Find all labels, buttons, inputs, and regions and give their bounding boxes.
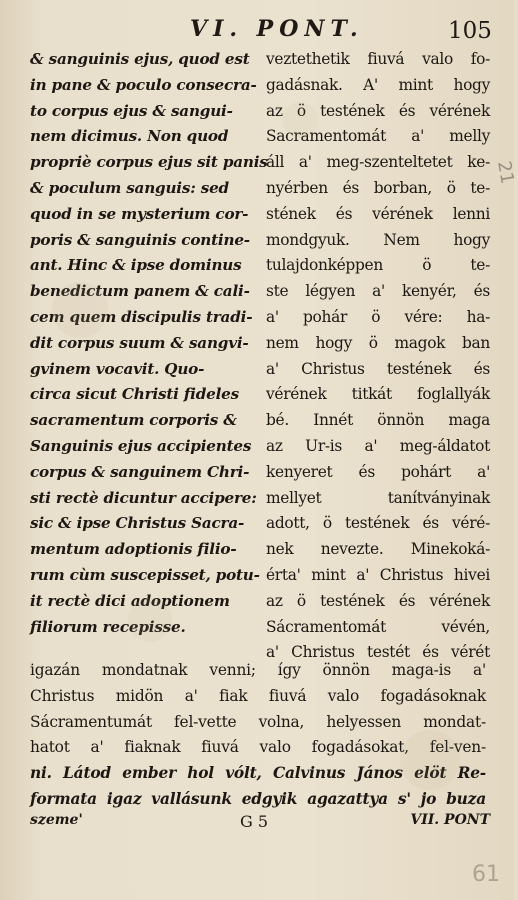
hungarian-line: ste légyen a' kenyér, és xyxy=(266,282,490,301)
hungarian-line: érta' mint a' Christus hivei xyxy=(266,565,490,584)
signature-mark: G 5 xyxy=(240,812,269,831)
latin-line: sacramentum corporis & xyxy=(30,411,237,430)
latin-line: gvinem vocavit. Quo- xyxy=(30,359,205,378)
hungarian-line: az ö testének és vérének xyxy=(266,101,490,120)
latin-line: quod in se mysterium cor- xyxy=(30,204,249,223)
hungarian-line: tulajdonképpen ö te- xyxy=(266,256,490,275)
hungarian-line: az Ur-is a' meg-áldatot xyxy=(266,436,490,455)
latin-line: rum cùm suscepisset, potu- xyxy=(30,565,260,584)
pencil-margin-note: 21 xyxy=(493,159,518,186)
hungarian-line: kenyeret és pohárt a' xyxy=(266,462,490,481)
latin-line: filiorum recepisse. xyxy=(30,617,186,636)
full-line: ni. Látod ember hol vólt, Calvinus János elöt Re- xyxy=(30,764,486,783)
full-line: Christus midön a' fiak fiuvá valo fogadásoknak xyxy=(30,686,486,705)
hungarian-line: veztethetik fiuvá valo fo- xyxy=(266,50,490,68)
latin-line: & sanguinis ejus, quod est xyxy=(30,50,250,68)
hungarian-line: nyérben és borban, ö te- xyxy=(266,178,490,197)
hungarian-line: vérének titkát foglallyák xyxy=(266,385,490,404)
latin-line: ant. Hinc & ipse dominus xyxy=(30,256,242,275)
latin-line: sti rectè dicuntur accipere: xyxy=(30,488,257,507)
running-head xyxy=(0,14,514,46)
latin-line: it rectè dici adoptionem xyxy=(30,591,230,610)
latin-line: poris & sanguinis contine- xyxy=(30,230,250,249)
hungarian-line: bé. Innét önnön maga xyxy=(266,411,490,430)
hungarian-line: Sácramentomát vévén, xyxy=(266,617,490,636)
hungarian-line: Sacramentomát a' melly xyxy=(266,127,490,146)
hungarian-line: áll a' meg-szenteltetet ke- xyxy=(266,153,490,172)
footer-word: szeme' xyxy=(30,812,83,828)
hungarian-line: mondgyuk. Nem hogy xyxy=(266,230,490,249)
latin-line: propriè corpus ejus sit panis xyxy=(30,153,268,172)
latin-line: sic & ipse Christus Sacra- xyxy=(30,514,245,533)
hungarian-line: gadásnak. A' mint hogy xyxy=(266,75,490,94)
latin-line: circa sicut Christi fideles xyxy=(30,385,239,404)
hungarian-line: a' pohár ö vére: ha- xyxy=(266,307,490,326)
pencil-page-note: 61 xyxy=(472,862,500,887)
page-footer xyxy=(30,812,490,836)
full-line: hatot a' fiaknak fiuvá valo fogadásokat, fel-ven- xyxy=(30,738,486,757)
running-title: VI. PONT. xyxy=(190,16,364,42)
hungarian-line: nem hogy ö magok ban xyxy=(266,333,490,352)
hungarian-line: nek nevezte. Minekoká- xyxy=(266,540,490,559)
latin-line: mentum adoptionis filio- xyxy=(30,540,237,559)
latin-line: Sanguinis ejus accipientes xyxy=(30,436,252,455)
hungarian-line: a' Christus testét és vérét xyxy=(266,643,490,662)
full-width-text xyxy=(30,658,486,813)
latin-line: dit corpus suum & sangvi- xyxy=(30,333,249,352)
full-line: Sácramentumát fel-vette volna, helyessen mondat- xyxy=(30,712,486,731)
page-number: 105 xyxy=(448,18,492,44)
latin-line: benedictum panem & cali- xyxy=(30,282,250,301)
hungarian-line: stének és vérének lenni xyxy=(266,204,490,223)
latin-line: cem quem discipulis tradi- xyxy=(30,307,253,326)
hungarian-line: az ö testének és vérének xyxy=(266,591,490,610)
full-line: formata igaz vallásunk edgyik agazattya s' jo buza xyxy=(30,789,486,808)
catchword: VII. PONT xyxy=(410,812,490,828)
latin-line: nem dicimus. Non quod xyxy=(30,127,229,146)
hungarian-column xyxy=(266,47,490,666)
latin-line: in pane & poculo consecra- xyxy=(30,75,257,94)
hungarian-line: adott, ö testének és véré- xyxy=(266,514,490,533)
latin-line: corpus & sanguinem Chri- xyxy=(30,462,250,481)
latin-line: to corpus ejus & sangui- xyxy=(30,101,233,120)
hungarian-line: a' Christus testének és xyxy=(266,359,490,378)
latin-column xyxy=(30,47,266,640)
hungarian-line: mellyet tanítványinak xyxy=(266,488,490,507)
latin-line: & poculum sanguis: sed xyxy=(30,178,229,197)
full-line: igazán mondatnak venni; így önnön maga-is a' xyxy=(30,661,486,679)
